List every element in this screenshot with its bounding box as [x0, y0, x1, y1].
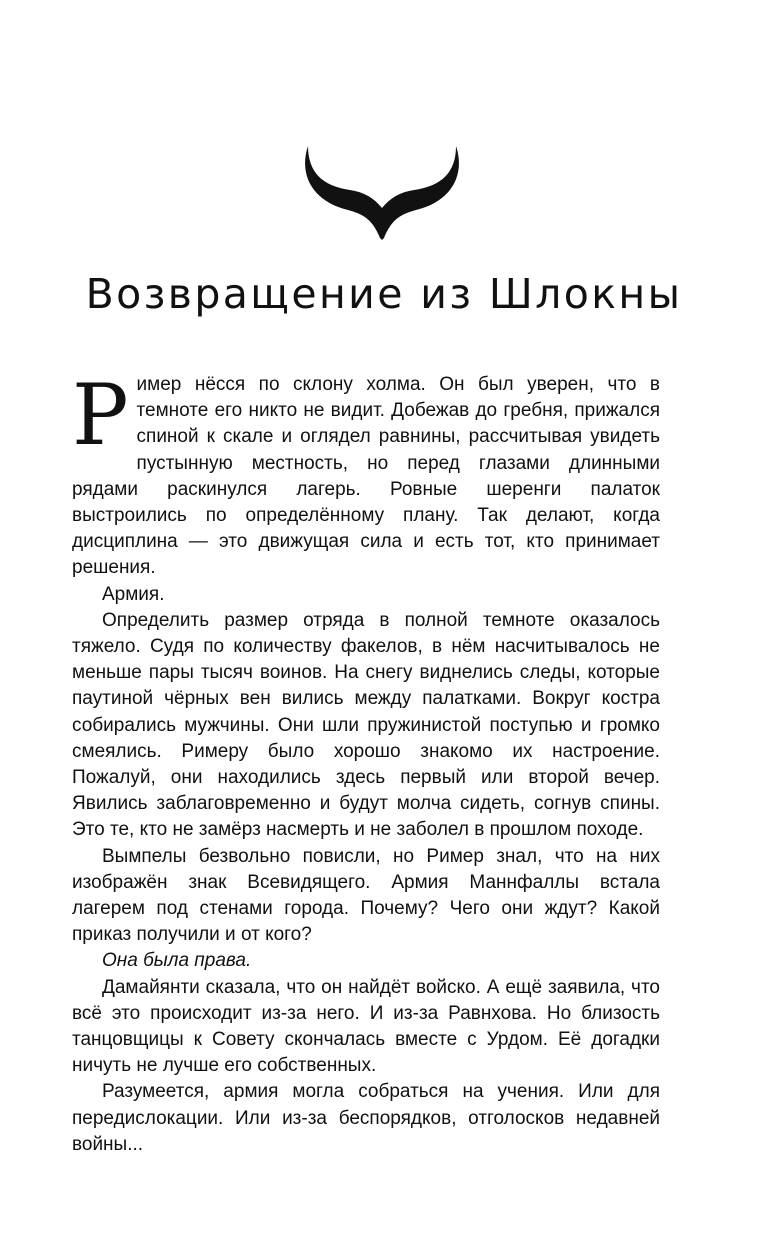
paragraph-5-italic: Она была права. [102, 950, 252, 972]
chapter-body [72, 366, 660, 1158]
paragraph-1 [72, 366, 660, 582]
chapter-title: Возвращение из Шлокны [85, 270, 683, 318]
paragraph-1-text: имер нёсся по склону холма. Он был уверен, что в темноте его никто не видит. Добежав до гребня, прижался спиной к скале и оглядел равнины, рассчитывая увидеть пустынную местность, но перед глазами длинными рядами раскинулся лагерь. Ровные шеренги палаток выстроились по определённому плану. Так делают, когда дисциплина — это движущая сила и есть тот, кто принимает решения. [72, 374, 660, 579]
paragraph-6: Дамайянти сказала, что он найдёт войско. А ещё заявила, что всё это происходит из-за него. И из-за Равнхова. Но близость танцовщицы к Совету скончалась вместе с Урдом. Её догадки ничуть не лучше его собственных. [72, 976, 660, 1077]
drop-cap: Р [72, 366, 129, 464]
paragraph-3: Определить размер отряда в полной темноте оказалось тяжело. Судя по количеству факелов, в нём насчитывалось не меньше пары тысяч воинов. На снегу виднелись следы, которые паутиной чёрных вен вились между палатками. Вокруг костра собирались мужчины. Они шли пружинистой поступью и громко смеялись. Римеру было хорошо знакомо их настроение. Пожалуй, они находились здесь первый или второй вечер. Явились заблаговременно и будут молча сидеть, согнув спины. Это те, кто не замёрз насмерть и не заболел в прошлом походе. [72, 609, 660, 841]
paragraph-7: Разумеется, армия могла собраться на учения. Или для передислокации. Или из-за беспорядков, отголосков недавней войны... [72, 1081, 660, 1155]
raven-wings-emblem-icon [296, 142, 468, 240]
paragraph-4: Вымпелы безвольно повисли, но Ример знал, что на них изображён знак Всевидящего. Армия Маннфаллы встала лагерем под стенами города. Почему? Чего они ждут? Какой приказ получили и от кого? [72, 845, 660, 946]
paragraph-2: Армия. [102, 583, 165, 605]
